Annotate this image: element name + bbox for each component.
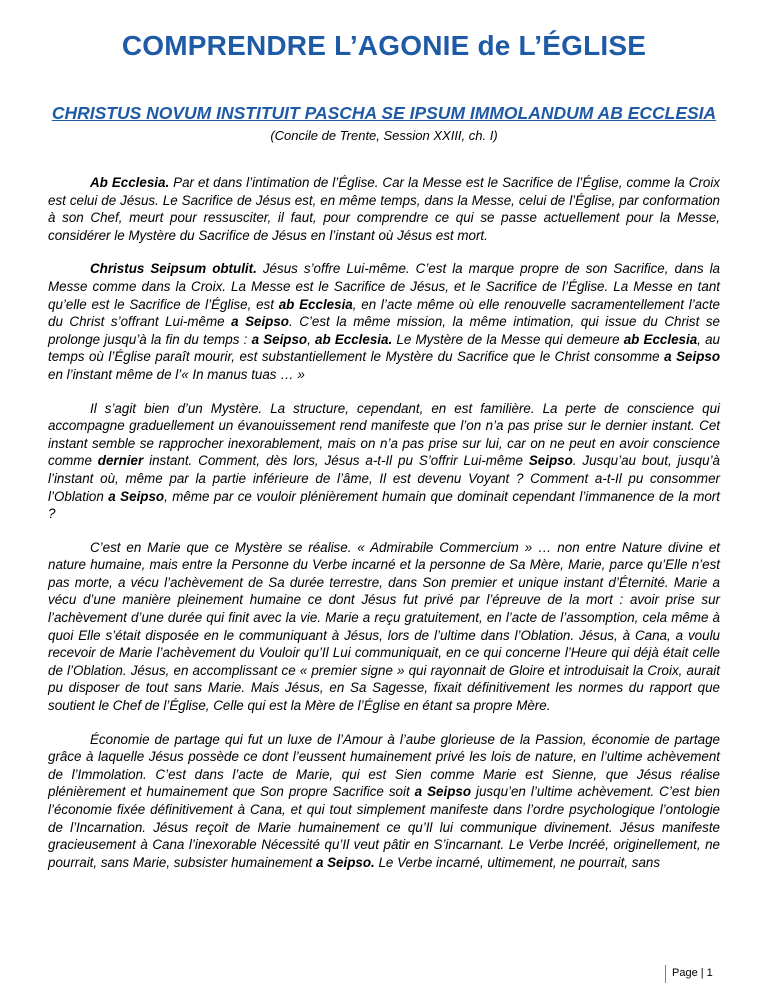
emphasis-text: a Seipso — [231, 314, 289, 330]
emphasis-text: ab Ecclesia — [278, 296, 353, 312]
paragraph-5 — [48, 731, 720, 872]
paragraph-text: jusqu’en l’ultime achèvement. C’est bien l’économie fixée définitivement à Cana, et qui tout simplement manifeste dans l’ordre psychologique l’ontologie de l’Incarnation. Jésus reçoit de Marie humainement ce qu’Il lui communique divinement. Jésus manifeste gracieusement à Cana l’inexorable Nécessité qu’Il veut pâtir en S’incarnant. Le Verbe Incréé, originellement, ne pourrait, sans Marie, subsister humainement — [48, 784, 720, 870]
emphasis-text: ab Ecclesia — [623, 331, 698, 347]
emphasis-text: Ab Ecclesia. — [90, 175, 170, 190]
paragraph-2 — [48, 260, 720, 383]
emphasis-text: a Seipso — [108, 488, 165, 504]
paragraph-text: Par et dans l’intimation de l’Église. Car la Messe est le Sacrifice de l’Église, comme la Croix est celui de Jésus. Le Sacrifice de Jésus est, en même temps, dans la Messe, celui de l’Église, par conformation à son Chef, meurt pour ressusciter, il faut, pour comprendre ce qui se passe actuellement pour la Messe, considérer le Mystère du Sacrifice de Jésus en l’instant où Jésus est mort. — [48, 175, 720, 243]
document-title: COMPRENDRE L’AGONIE de L’ÉGLISE — [121, 30, 647, 61]
emphasis-text: dernier — [97, 453, 144, 469]
paragraph-text: , au temps où l’Église paraît mourir, est substantiellement le Mystère du Sacrifice que le Christ consomme — [48, 331, 720, 365]
emphasis-text: a Seipso — [251, 331, 308, 347]
paragraph-text: Le Verbe incarné, ultimement, ne pourrait, sans — [374, 854, 661, 870]
emphasis-text: Seipso — [528, 453, 573, 469]
paragraph-text: . C’est la même mission, la même intimation, qui issue du Christ se prolonge jusqu’à la fin du temps : — [48, 314, 720, 347]
paragraph-4 — [48, 539, 720, 715]
footer-divider — [665, 965, 666, 983]
emphasis-text: a Seipso — [664, 349, 721, 365]
paragraph-text: . Jusqu’au bout, jusqu’à l’instant où, même par la partie inférieure de l’âme, Il est devenu Voyant ? Comment a-t-Il pu consommer l’Oblation — [48, 453, 720, 504]
page-number: Page | 1 — [672, 967, 713, 979]
paragraph-text: instant. Comment, dès lors, Jésus a-t-Il pu S’offrir Lui-même — [143, 453, 529, 469]
council-reference: (Concile de Trente, Session XXIII, ch. I) — [270, 128, 498, 143]
paragraph-text: Il s’agit bien d’un Mystère. La structure, cependant, en est familière. La perte de conscience qui accompagne graduellement un évanouissement rend manifeste que l’on n’a pas prise sur le dernier instant. Cet instant semble se rapprocher inexorablement, mais on n’a pas prise sur lui, car on ne peut en avoir conscience comme — [48, 400, 720, 469]
paragraph-text: Jésus s’offre Lui-même. C’est la marque propre de son Sacrifice, dans la Messe comme dans la Croix. La Messe est le Sacrifice de Jésus, et le Sacrifice de l’Église. La Messe en tant qu’elle est le Sacrifice de l’Église, est — [48, 261, 720, 312]
emphasis-text: Christus Seipsum obtulit. — [90, 261, 257, 277]
paragraph-text: C’est en Marie que ce Mystère se réalise. « Admirabile Commercium » … non entre Nature divine et nature humaine, mais entre la Personne du Verbe incarné et la personne de Sa Mère, Marie, parce qu’Elle n’est pas morte, a vécu l’achèvement de Sa durée terrestre, dans Son premier et unique instant d’Éternité. Marie a vécu d’une manière pleinement humaine ce dont Jésus fut privé par l’épreuve de la mort : avoir prise sur l’achèvement d’une durée qui finit avec la vie. Marie a reçu gratuitement, en l’acte de l’assomption, cela même à quoi Elle s’était disposée en le communiquant à Jésus, lors de l’ultime dans l’Oblation. Jésus, à Cana, a voulu recevoir de Marie l’achèvement du Vouloir qu’Il Lui communiquait, en ce qui concerne l’Heure qui déjà était celle de l’Oblation. Jésus, en accomplissant ce « premier signe » qui rayonnait de Gloire et introduisait la Croix, aurait pu disposer de tout sans Marie. Mais Jésus, en Sa Sagesse, fixait définitivement les normes du rapport que soutient le Chef de l’Église, Celle qui est la Mère de l’Église en étant sa propre Mère. — [48, 539, 720, 714]
paragraph-text: en l’instant même de l’« In manus tuas … » — [48, 366, 305, 382]
paragraph-text: , même par ce vouloir plénièrement humain que dominait cependant l’immanence de la mort ? — [48, 488, 720, 522]
emphasis-text: a Seipso. — [315, 854, 375, 870]
emphasis-text: a Seipso — [414, 784, 472, 800]
paragraph-text: Économie de partage qui fut un luxe de l’Amour à l’aube glorieuse de la Passion, économie de partage grâce à laquelle Jésus possède ce dont l’eussent humainement privé les lois de nature, en l’ultime achèvement de l’Immolation. C’est dans l’acte de Marie, qui est Sien comme Marie est Sienne, que Jésus réalise plénièrement et humainement que Son propre Sacrifice soit — [48, 731, 720, 800]
emphasis-text: ab Ecclesia. — [315, 331, 393, 347]
document-subtitle: CHRISTUS NOVUM INSTITUIT PASCHA SE IPSUM IMMOLANDUM AB ECCLESIA — [51, 103, 717, 123]
paragraph-text: , — [307, 331, 316, 347]
paragraph-text: Le Mystère de la Messe qui demeure — [392, 331, 624, 347]
paragraph-3 — [48, 400, 720, 523]
paragraph-1 — [48, 174, 720, 244]
document-body — [48, 174, 720, 887]
paragraph-text: , en l’acte même où elle renouvelle sacramentellement l’acte du Christ s’offrant Lui-même — [48, 296, 720, 330]
